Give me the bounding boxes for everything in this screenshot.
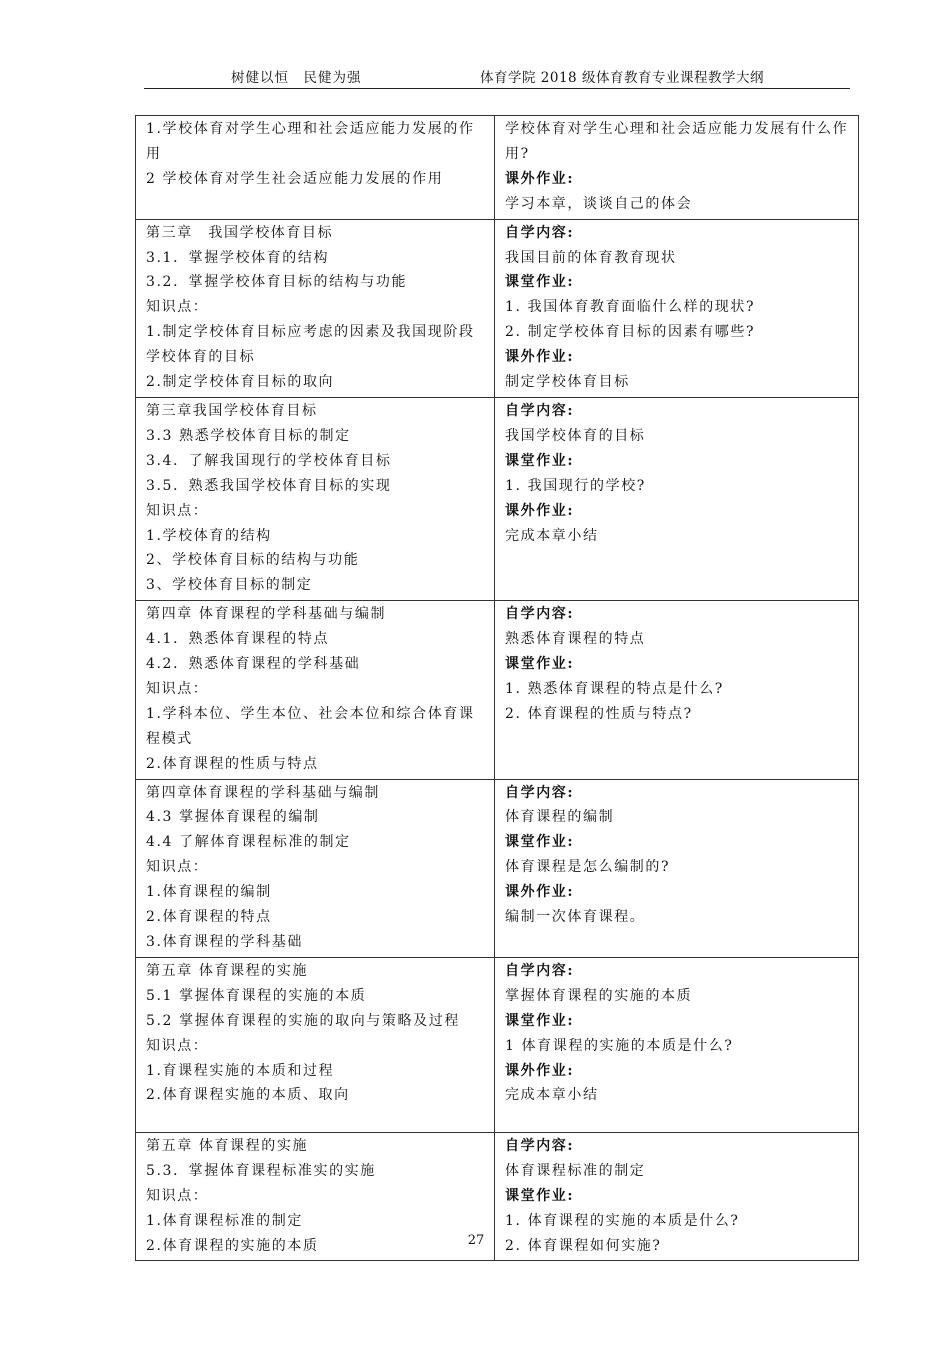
header-motto: 树健以恒 民健为强	[231, 70, 362, 86]
content-line: 学习本章，谈谈自己的体会	[505, 195, 693, 212]
content-line: 2.体育课程的特点	[146, 909, 272, 926]
content-line: 3、学校体育目标的制定	[146, 577, 313, 594]
content-line: 我国学校体育的目标	[505, 427, 646, 444]
content-line: 3.4．了解我国现行的学校体育目标	[146, 452, 392, 469]
content-line: 4.4 了解体育课程标准的制定	[146, 834, 351, 851]
content-line: 知识点：	[146, 1037, 209, 1054]
content-line: 体育课程是怎么编制的?	[505, 859, 671, 876]
content-line: 1. 熟悉体育课程的特点是什么?	[505, 680, 724, 697]
study-assignments-cell	[495, 116, 859, 220]
table-row	[136, 219, 859, 397]
section-heading: 课堂作业:	[505, 1187, 575, 1204]
content-line: 1.学校体育对学生心理和社会适应能力发展的作用	[146, 121, 475, 162]
content-line: 第三章 我国学校体育目标	[146, 224, 334, 241]
chapter-objectives-cell	[136, 601, 495, 779]
content-line: 完成本章小结	[505, 527, 599, 544]
syllabus-table	[135, 115, 859, 1261]
content-line: 2.体育课程的实施的本质	[146, 1237, 319, 1254]
chapter-objectives-cell	[136, 957, 495, 1132]
page-header	[144, 66, 850, 90]
chapter-objectives-cell	[136, 779, 495, 957]
content-line: 1.育课程实施的本质和过程	[146, 1062, 335, 1079]
chapter-objectives-cell	[136, 219, 495, 397]
table-row	[136, 116, 859, 220]
content-line: 第三章我国学校体育目标	[146, 402, 318, 419]
content-line: 体育课程标准的制定	[505, 1162, 646, 1179]
section-heading: 自学内容:	[505, 1137, 575, 1154]
content-line: 4.1．熟悉体育课程的特点	[146, 631, 330, 648]
section-heading: 自学内容:	[505, 224, 575, 241]
table-row	[136, 779, 859, 957]
content-line: 1. 我国体育教育面临什么样的现状?	[505, 299, 756, 316]
section-heading: 课外作业:	[505, 349, 575, 366]
content-line: 3.2．掌握学校体育目标的结构与功能	[146, 274, 408, 291]
content-line: 熟悉体育课程的特点	[505, 631, 646, 648]
content-line: 1. 体育课程的实施的本质是什么?	[505, 1212, 740, 1229]
content-line: 2.制定学校体育目标的取向	[146, 374, 335, 391]
content-line: 4.2．熟悉体育课程的学科基础	[146, 656, 361, 673]
table-row	[136, 397, 859, 600]
content-line: 5.2 掌握体育课程的实施的取向与策略及过程	[146, 1012, 460, 1029]
content-line: 1. 我国现行的学校?	[505, 477, 646, 494]
content-line: 2、学校体育目标的结构与功能	[146, 552, 360, 569]
content-line: 体育课程的编制	[505, 809, 615, 826]
chapter-objectives-cell	[136, 116, 495, 220]
content-line: 4.3 掌握体育课程的编制	[146, 809, 320, 826]
content-line: 第四章 体育课程的学科基础与编制	[146, 606, 387, 623]
table-row	[136, 957, 859, 1132]
content-line: 2.体育课程的性质与特点	[146, 755, 319, 772]
content-line: 1.体育课程的编制	[146, 884, 272, 901]
content-line: 2. 体育课程的性质与特点?	[505, 705, 693, 722]
section-heading: 课堂作业:	[505, 274, 575, 291]
content-line: 掌握体育课程的实施的本质	[505, 987, 693, 1004]
content-line: 第四章体育课程的学科基础与编制	[146, 784, 380, 801]
content-line: 编制一次体育课程。	[505, 909, 646, 926]
content-line: 3.体育课程的学科基础	[146, 934, 303, 950]
study-assignments-cell	[495, 779, 859, 957]
content-line: 5.1 掌握体育课程的实施的本质	[146, 987, 367, 1004]
content-line: 1.体育课程标准的制定	[146, 1212, 303, 1229]
content-line: 5.3．掌握体育课程标准实的实施	[146, 1162, 376, 1179]
section-heading: 自学内容:	[505, 962, 575, 979]
content-line: 3.5．熟悉我国学校体育目标的实现	[146, 477, 392, 494]
content-line: 制定学校体育目标	[505, 374, 630, 391]
section-heading: 自学内容:	[505, 402, 575, 419]
section-heading: 课外作业:	[505, 170, 575, 187]
study-assignments-cell	[495, 957, 859, 1132]
content-line: 1.学校体育的结构	[146, 527, 272, 544]
section-heading: 课堂作业:	[505, 1012, 575, 1029]
content-line: 知识点：	[146, 859, 209, 876]
header-document-title: 体育学院 2018 级体育教育专业课程教学大纲	[480, 70, 764, 86]
study-assignments-cell	[495, 219, 859, 397]
section-heading: 自学内容:	[505, 784, 575, 801]
content-line: 2. 制定学校体育目标的因素有哪些?	[505, 324, 756, 341]
content-line: 我国目前的体育教育现状	[505, 249, 677, 266]
content-line: 1.制定学校体育目标应考虑的因素及我国现阶段学校体育的目标	[146, 324, 475, 366]
section-heading: 自学内容:	[505, 606, 575, 623]
content-line: 2. 体育课程如何实施?	[505, 1237, 662, 1254]
study-assignments-cell	[495, 601, 859, 779]
content-line: 第五章 体育课程的实施	[146, 962, 309, 979]
table-row	[136, 601, 859, 779]
section-heading: 课堂作业:	[505, 452, 575, 469]
page-number: 27	[467, 1233, 485, 1248]
content-line: 学校体育对学生心理和社会适应能力发展有什么作用?	[505, 121, 849, 162]
content-line: 2.体育课程实施的本质、取向	[146, 1087, 350, 1104]
content-line: 知识点：	[146, 680, 209, 697]
section-heading: 课外作业:	[505, 1062, 575, 1079]
section-heading: 课堂作业:	[505, 656, 575, 673]
header-divider	[144, 88, 850, 89]
syllabus-table-body	[136, 116, 859, 1261]
content-line: 1.学科本位、学生本位、社会本位和综合体育课程模式	[146, 705, 475, 747]
content-line: 1 体育课程的实施的本质是什么?	[505, 1037, 734, 1054]
content-line: 知识点：	[146, 1187, 209, 1204]
chapter-objectives-cell	[136, 397, 495, 600]
content-line: 知识点：	[146, 502, 209, 519]
section-heading: 课堂作业:	[505, 834, 575, 851]
content-line: 知识点：	[146, 299, 209, 316]
content-line: 第五章 体育课程的实施	[146, 1137, 309, 1154]
content-line: 3.1．掌握学校体育的结构	[146, 249, 330, 266]
study-assignments-cell	[495, 397, 859, 600]
section-heading: 课外作业:	[505, 884, 575, 901]
content-line: 完成本章小结	[505, 1087, 599, 1104]
section-heading: 课外作业:	[505, 502, 575, 519]
content-line: 2 学校体育对学生社会适应能力发展的作用	[146, 170, 444, 187]
content-line: 3.3 熟悉学校体育目标的制定	[146, 427, 351, 444]
